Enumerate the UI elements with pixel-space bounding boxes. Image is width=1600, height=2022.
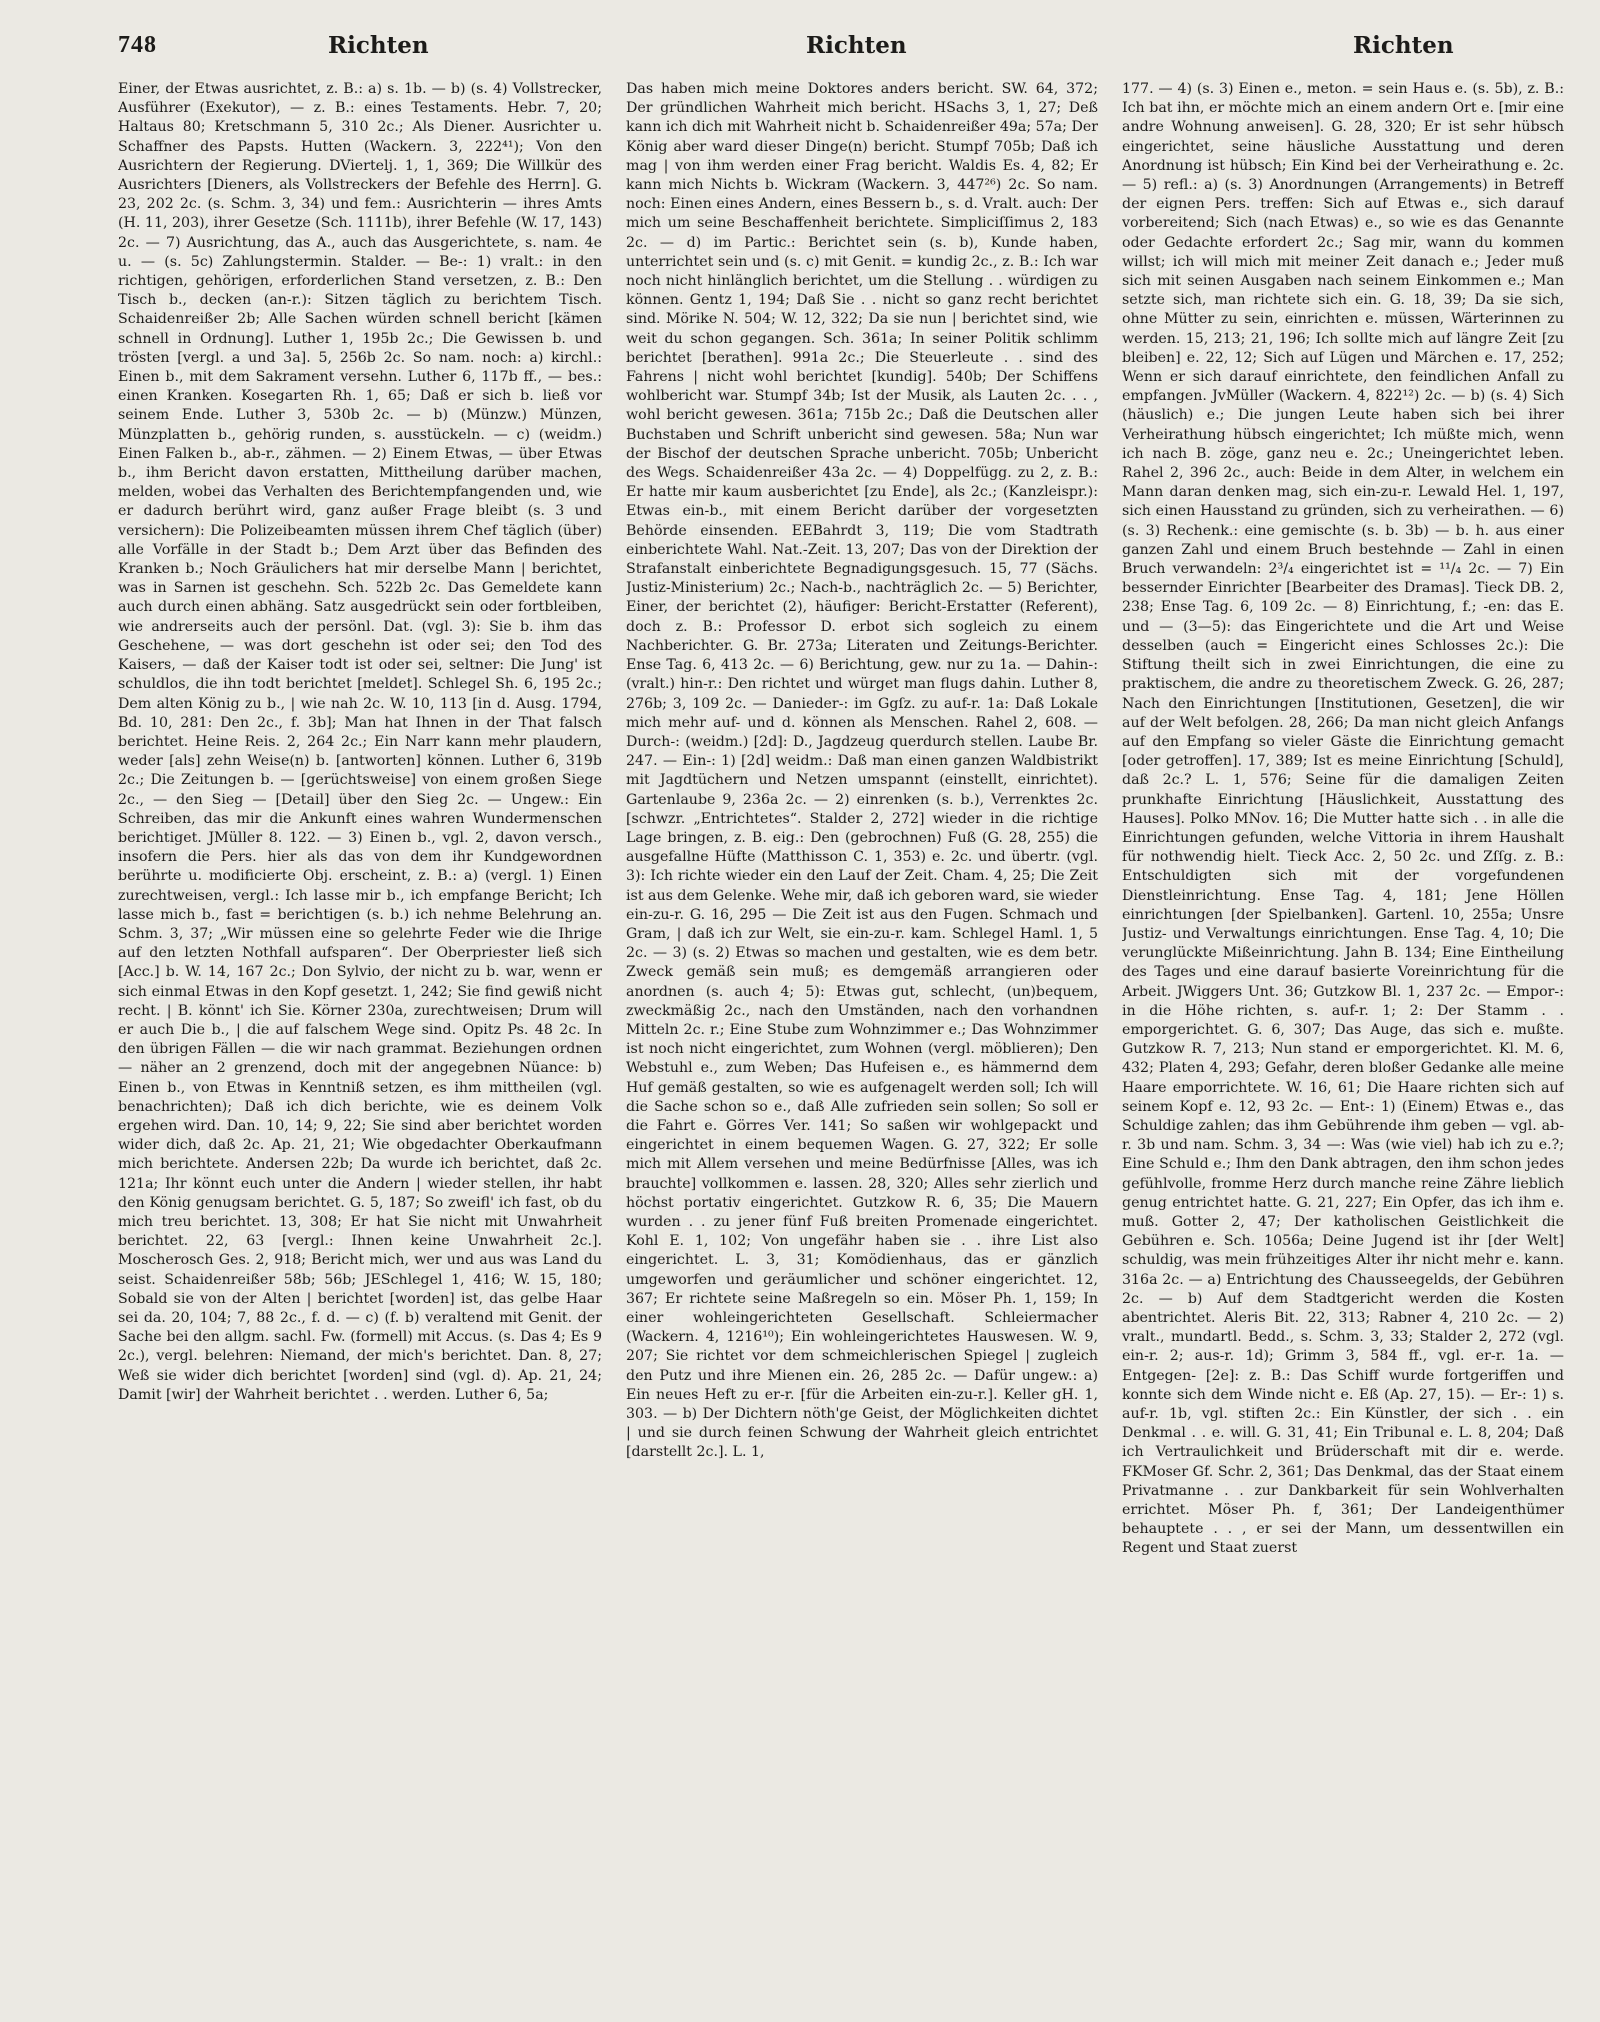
page-number: 748 <box>118 32 157 58</box>
column-text: Einer, der Etwas ausrichtet, z. B.: a) s. 1b. — b) (s. 4) Vollstrecker, Ausführer (Exekutor), — z. B.: eines Testaments. Hebr. 7, 20; Haltaus 80; Kretschmann 5, 310 2c.; Als Diener. Ausrichter u. Schaffner des Papsts. Hutten (Wackern. 3, 222⁴¹); Von den Ausrichtern der Regierung. DViertelj. 1, 1, 369; Die Willkür des Ausrichters [Dieners, als Vollstreckers der Befehle des Herrn]. G. 23, 202 2c. (s. Schm. 3, 34) und fem.: Ausrichterin — ihres Amts (H. 11, 203), ihrer Gesetze (Sch. 1111b), ihrer Befehle (W. 17, 143) 2c. — 7) Ausrichtung, das A., auch das Ausgerichtete, s. nam. 4e u. — (s. 5c) Zahlungstermin. Stalder. — Be-: 1) vralt.: in den richtigen, gehörigen, erforderlichen Stand versetzen, z. B.: Den Tisch b., decken (an-r.): Sitzen täglich zu berichtem Tisch. Schaidenreißer 2b; Alle Sachen würden schnell bericht [kämen schnell in Ordnung]. Luther 1, 195b 2c.; Die Gewissen b. und trösten [vergl. a und 3a]. 5, 256b 2c. So nam. noch: a) kirchl.: Einen b., mit dem Sakrament versehn. Luther 6, 117b ff., — bes.: einen Kranken. Kosegarten Rh. 1, 65; Daß er sich b. ließ vor seinem Ende. Luther 3, 530b 2c. — b) (Münzw.) Münzen, Münzplatten b., gehörig runden, s. ausstückeln. — c) (weidm.) Einen Falken b., ab-r., zähmen. — 2) Einem Etwas, — über Etwas b., ihm Bericht davon erstatten, Mittheilung darüber machen, melden, wobei das Verhalten des Berichtempfangenden und, wie er dadurch berührt wird, ganz außer Frage bleibt (s. 3 und versichern): Die Polizeibeamten müssen ihrem Chef täglich (über) alle Vorfälle in der Stadt b.; Dem Arzt über das Befinden des Kranken b.; Noch Gräulichers hat mir derselbe Mann | berichtet, was in Sarnen ist geschehn. Sch. 522b 2c. Das Gemeldete kann auch durch einen abhäng. Satz ausgedrückt sein oder fortbleiben, wie andrerseits auch der persönl. Dat. (vgl. 3): Sie b. ihm das Geschehene, — was dort geschehn ist oder sei; den Tod des Kaisers, — daß der Kaiser todt ist oder sei, seltner: Die Jung' ist schuldlos, die ihn todt berichtet [meldet]. Schlegel Sh. 6, 195 2c.; Dem alten König zu b., | wie nah 2c. W. 10, 113 [in d. Ausg. 1794, Bd. 10, 281: Den 2c., f. 3b]; Man hat Ihnen in der That falsch berichtet. Heine Reis. 2, 264 2c.; Ein Narr kann mehr plaudern, weder [als] zehn Weise(n) b. [antworten] können. Luther 6, 319b 2c.; Die Zeitungen b. — [gerüchtsweise] von einem großen Siege 2c., — den Sieg — [Detail] über den Sieg 2c. — Ungew.: Ein Schreiben, das mir die Ankunft eines wahren Wundermenschen berichtiget. JMüller 8. 122. — 3) Einen b., vgl. 2, davon versch., insofern die Pers. hier als das von dem ihr Kundgewordnen berührte u. modificierte Obj. erscheint, z. B.: a) (vergl. 1) Einen zurechtweisen, vergl.: Ich lasse mir b., ich empfange Bericht; Ich lasse mich b., fast = berichtigen (s. b.) ich nehme Belehrung an. Schm. 3, 37; „Wir müssen eine so gelehrte Feder wie die Ihrige auf den letzten Nothfall aufsparen“. Der Oberpriester ließ sich [Acc.] b. W. 14, 167 2c.; Don Sylvio, der nicht zu b. war, wenn er sich einmal Etwas in den Kopf gesetzt. 1, 242; Sie find gewiß nicht recht. | B. könnt' ich Sie. Körner 230a, zurechtweisen; Drum will er auch Die b., | die auf falschem Wege sind. Opitz Ps. 48 2c. In den übrigen Fällen — die wir nach grammat. Beziehungen ordnen — näher an 2 grenzend, doch mit der angegebnen Nüance: b) Einen b., von Etwas in Kenntniß setzen, es ihm mittheilen (vgl. benachrichten); Daß ich dich berichte, wie es deinem Volk ergehen wird. Dan. 10, 14; 9, 22; Sie sind aber berichtet worden wider dich, daß 2c. Ap. 21, 21; Wie obgedachter Oberkaufmann mich berichtete. Andersen 22b; Da wurde ich berichtet, daß 2c. 121a; Ihr könnt euch unter die Andern | wieder stellen, ihr habt den König genugsam berichtet. G. 5, 187; So zweifl' ich fast, ob du mich treu berichtet. 13, 308; Er hat Sie nicht mit Unwahrheit berichtet. 22, 63 [vergl.: Ihnen keine Unwahrheit 2c.]. Moscherosch Ges. 2, 918; Bericht mich, wer und aus was Land du seist. Schaidenreißer 58b; 56b; JESchlegel 1, 416; W. 15, 180; Sobald sie von der Alten | berichtet [worden] ist, das gelbe Haar sei da. 20, 104; 7, 88 2c., f. d. — c) (f. b) veraltend mit Genit. der Sache bei den allgm. sachl. Fw. (formell) mit Accus. (s. Das 4; Es 9 2c.), vergl. belehren: Niemand, der mich's berichtet. Dan. 8, 27; Weß sie wider dich berichtet [worden] sind (vgl. d). Ap. 21, 24; Damit [wir] der Wahrheit berichtet . . werden. Luther 6, 5a; <box>118 81 602 1403</box>
column-right <box>1122 80 1564 2008</box>
running-head-left: Richten <box>328 32 429 59</box>
page-header <box>118 18 1564 62</box>
running-head-center: Richten <box>806 32 907 59</box>
column-text: Das haben mich meine Doktores anders bericht. SW. 64, 372; Der gründlichen Wahrheit mich bericht. HSachs 3, 1, 27; Deß kann ich dich mit Wahrheit nicht b. Schaidenreißer 49a; 57a; Der König aber ward dieser Dinge(n) bericht. Stumpf 705b; Daß ich mag | von ihm werden einer Frag bericht. Waldis Es. 4, 82; Er kann mich Nichts b. Wickram (Wackern. 3, 447²⁶) 2c. So nam. noch: Einen eines Andern, eines Bessern b., s. d. Vralt. auch: Der mich um seine Beschaffenheit berichtete. Simpliciſſimus 2, 183 2c. — d) im Partic.: Berichtet sein (s. b), Kunde haben, unterrichtet sein und (s. c) mit Genit. = kundig 2c., z. B.: Ich war noch nicht hinlänglich berichtet, um die Stellung . . würdigen zu können. Gentz 1, 194; Daß Sie . . nicht so ganz recht berichtet sind. Mörike N. 504; W. 12, 322; Da sie nun | berichtet sind, wie weit du schon gegangen. Sch. 361a; In seiner Politik schlimm berichtet [berathen]. 991a 2c.; Die Steuerleute . . sind des Fahrens | nicht wohl berichtet [kundig]. 540b; Der Schiffens wohlbericht war. Stumpf 34b; Ist der Musik, als Lauten 2c. . . , wohl bericht gewesen. 361a; 715b 2c.; Daß die Deutschen aller Buchstaben und Schrift unbericht sind gewesen. 58a; Nun war der Bischof der deutschen Sprache unbericht. 705b; Unbericht des Wegs. Schaidenreißer 43a 2c. — 4) Doppelfügg. zu 2, z. B.: Er hatte mir kaum ausberichtet [zu Ende], als 2c.; (Kanzleispr.): Etwas ein-b., mit einem Bericht darüber der vorgesetzten Behörde einsenden. EEBahrdt 3, 119; Die vom Stadtrath einberichtete Wahl. Nat.-Zeit. 13, 207; Das von der Direktion der Strafanstalt einberichtete Begnadigungsgesuch. 15, 77 (Sächs. Justiz-Ministerium) 2c.; Nach-b., nachträglich 2c. — 5) Berichter, Einer, der berichtet (2), häufiger: Bericht-Erstatter (Referent), doch z. B.: Professor D. erbot sich sogleich zu einem Nachberichter. G. Br. 273a; Literaten und Zeitungs-Berichter. Ense Tag. 6, 413 2c. — 6) Berichtung, gew. nur zu 1a. — Dahin-: (vralt.) hin-r.: Den richtet und würget man flugs dahin. Luther 8, 276b; 3, 109 2c. — Danieder-: im Ggſz. zu auf-r. 1a: Daß Lokale mich mehr auf- und d. können als Menschen. Rahel 2, 608. — Durch-: (weidm.) [2d]: D., Jagdzeug querdurch stellen. Laube Br. 247. — Ein-: 1) [2d] weidm.: Daß man einen ganzen Waldbistrikt mit Jagdtüchern und Netzen umspannt (einstellt, einrichtet). Gartenlaube 9, 236a 2c. — 2) einrenken (s. b.), Verrenktes 2c. [schwzr. „Entrichtetes“. Stalder 2, 272] wieder in die richtige Lage bringen, z. B. eig.: Den (gebrochnen) Fuß (G. 28, 255) die ausgefallne Hüfte (Matthisson C. 1, 353) e. 2c. und übertr. (vgl. 3): Ich richte wieder ein den Lauf der Zeit. Cham. 4, 25; Die Zeit ist aus dem Gelenke. Wehe mir, daß ich geboren ward, sie wieder ein-zu-r. G. 16, 295 — Die Zeit ist aus den Fugen. Schmach und Gram, | daß ich zur Welt, sie ein-zu-r. kam. Schlegel Haml. 1, 5 2c. — 3) (s. 2) Etwas so machen und gestalten, wie es dem betr. Zweck gemäß sein muß; es demgemäß arrangieren oder anordnen (s. auch 4; 5): Etwas gut, schlecht, (un)bequem, zweckmäßig 2c., nach den Umständen, nach den vorhandnen Mitteln 2c. r.; Eine Stube zum Wohnzimmer e.; Das Wohnzimmer ist noch nicht eingerichtet, zum Wohnen (vergl. möblieren); Den Webstuhl e., zum Weben; Das Hufeisen e., es hämmernd dem Huf gemäß gestalten, so wie es aufgenagelt werden soll; Ich will die Sache schon so e., daß Alle zufrieden sein sollen; So soll er die Fahrt e. Görres Ver. 141; So saßen wir wohlgepackt und eingerichtet in einem bequemen Wagen. G. 27, 322; Er solle mich mit Allem versehen und meine Bedürfnisse [Alles, was ich brauchte] vollkommen e. lassen. 28, 320; Alles sehr zierlich und höchst portativ eingerichtet. Gutzkow R. 6, 35; Die Mauern wurden . . zu jener fünf Fuß breiten Promenade eingerichtet. Kohl E. 1, 102; Von ungefähr haben sie . . ihre List also eingerichtet. L. 3, 31; Komödienhaus, das er gänzlich umgeworfen und geräumlicher und schöner eingerichtet. 12, 367; Er richtete seine Maßregeln so ein. Möser Ph. 1, 159; In einer wohleingerichteten Gesellschaft. Schleiermacher (Wackern. 4, 1216¹⁰); Ein wohleingerichtetes Hauswesen. W. 9, 207; Sie richtet vor dem schmeichlerischen Spiegel | zugleich den Putz und ihre Mienen ein. 26, 285 2c. — Dafür ungew.: a) Ein neues Heft zu er-r. [für die Arbeiten ein-zu-r.]. Keller gH. 1, 303. — b) Der Dichtern nöth'ge Geist, der Möglichkeiten dichtet | und sie durch feinen Schwung der Wahrheit gleich entrichtet [darstellt 2c.]. L. 1, <box>626 81 1098 1461</box>
column-left <box>118 80 602 2008</box>
text-columns <box>118 80 1564 2008</box>
column-text: 177. — 4) (s. 3) Einen e., meton. = sein Haus e. (s. 5b), z. B.: Ich bat ihn, er möchte mich an einem andern Ort e. [mir eine andre Wohnung anweisen]. G. 28, 320; Er ist sehr hübsch eingerichtet, seine häusliche Ausstattung und deren Anordnung ist hübsch; Ein Kind bei der Verheirathung e. 2c. — 5) refl.: a) (s. 3) Anordnungen (Arrangements) in Betreff der eignen Pers. treffen: Sich auf Etwas e., sich darauf vorbereitend; Sich (nach Etwas) e., so wie es das Genannte oder Gedachte erfordert 2c.; Sag mir, wann du kommen willst; ich will mich mit meiner Zeit danach e.; Jeder muß sich mit seinen Ausgaben nach seinem Einkommen e.; Man setzte sich, man richtete sich ein. G. 18, 39; Da sie sich, ohne Mütter zu sein, einrichten e. müssen, Wärterinnen zu werden. 15, 213; 21, 196; Ich sollte mich auf längre Zeit [zu bleiben] e. 22, 12; Sich auf Lügen und Märchen e. 17, 252; Wenn er sich darauf einrichtete, den feindlichen Anfall zu empfangen. JvMüller (Wackern. 4, 822¹²) 2c. — b) (s. 4) Sich (häuslich) e.; Die jungen Leute haben sich bei ihrer Verheirathung hübsch eingerichtet; Ich müßte mich, wenn ich nach B. zöge, ganz neu e. 2c.; Uneingerichtet leben. Rahel 2, 396 2c., auch: Beide in dem Alter, in welchem ein Mann daran denken mag, sich ein-zu-r. Lewald Hel. 1, 197, sich einen Hausstand zu gründen, sich zu verheirathen. — 6) (s. 3) Rechenk.: eine gemischte (s. b. 3b) — b. h. aus einer ganzen Zahl und einem Bruch bestehnde — Zahl in einen Bruch verwandeln: 2³/₄ eingerichtet ist = ¹¹/₄ 2c. — 7) Ein bessernder Einrichter [Bearbeiter des Dramas]. Tieck DB. 2, 238; Ense Tag. 6, 109 2c. — 8) Einrichtung, f.; -en: das E. und — (3—5): das Eingerichtete und die Art und Weise desselben (auch = Eingericht eines Schlosses 2c.): Die Stiftung theilt sich in zwei Einrichtungen, die eine zu praktischem, die andre zu theoretischem Zweck. G. 26, 287; Nach den Einrichtungen [Institutionen, Gesetzen], die wir auf der Welt befolgen. 28, 266; Da man nicht gleich Anfangs auf den Empfang so vieler Gäste die Einrichtung gemacht [oder getroffen]. 17, 389; Ist es meine Einrichtung [Schuld], daß 2c.? L. 1, 576; Seine für die damaligen Zeiten prunkhafte Einrichtung [Häuslichkeit, Ausstattung des Hauses]. Polko MNov. 16; Die Mutter hatte sich . . in alle die Einrichtungen gefunden, welche Vittoria in ihrem Haushalt für nothwendig hielt. Tieck Acc. 2, 50 2c. und Zſſg. z. B.: Entschuldigten sich mit der vorgefundenen Dienstleinrichtung. Ense Tag. 4, 181; Jene Höllen einrichtungen [der Spielbanken]. Gartenl. 10, 255a; Unsre Justiz- und Verwaltungs einrichtungen. Ense Tag. 4, 10; Die verunglückte Mißeinrichtung. Jahn B. 134; Eine Eintheilung des Tages und eine darauf basierte Voreinrichtung für die Arbeit. JWiggers Unt. 36; Gutzkow Bl. 1, 237 2c. — Empor-: in die Höhe richten, s. auf-r. 1; 2: Der Stamm . . emporgerichtet. G. 6, 307; Das Auge, das sich e. mußte. Gutzkow R. 7, 213; Nun stand er emporgerichtet. Kl. M. 6, 432; Platen 4, 293; Gefahr, deren bloßer Gedanke alle meine Haare emporrichtete. W. 16, 61; Die Haare richten sich auf seinem Kopf e. 12, 93 2c. — Ent-: 1) (Einem) Etwas e., das Schuldige zahlen; das ihm Gebührende ihm geben — vgl. ab-r. 3b und nam. Schm. 3, 34 —: Was (wie viel) hab ich zu e.?; Eine Schuld e.; Ihm den Dank abtragen, den ihm schon jedes gefühlvolle, fromme Herz durch manche reine Zähre lieblich genug entrichtet hatte. G. 21, 227; Ein Opfer, das ich ihm e. muß. Gotter 2, 47; Der katholischen Geistlichkeit die Gebühren e. Sch. 1056a; Deine Jugend ist ihr [der Welt] schuldig, was mein frühzeitiges Alter ihr nicht mehr e. kann. 316a 2c. — a) Entrichtung des Chausseegelds, der Gebühren 2c. — b) Auf dem Stadtgericht werden die Kosten abentrichtet. Aleris Bit. 22, 313; Rabner 4, 210 2c. — 2) vralt., mundartl. Bedd., s. Schm. 3, 33; Stalder 2, 272 (vgl. ein-r. 2; aus-r. 1d); Grimm 3, 584 ff., vgl. er-r. 1a. — Entgegen- [2e]: z. B.: Das Schiff wurde fortgeriffen und konnte sich dem Winde nicht e. Eß (Ap. 27, 15). — Er-: 1) s. auf-r. 1b, vgl. stiften 2c.: Ein Künstler, der sich . . ein Denkmal . . e. will. G. 31, 41; Ein Tribunal e. L. 8, 204; Daß ich Vertraulichkeit und Brüderschaft mit dir e. werde. FKMoser Gf. Schr. 2, 361; Das Denkmal, das der Staat einem Privatmanne . . zur Dankbarkeit für sein Wohlverhalten errichtet. Möser Ph. f, 361; Der Landeigenthümer behauptete . . , er sei der Mann, um dessentwillen ein Regent und Staat zuerst <box>1122 81 1564 1557</box>
running-head-right: Richten <box>1353 32 1454 59</box>
column-middle <box>626 80 1098 2008</box>
